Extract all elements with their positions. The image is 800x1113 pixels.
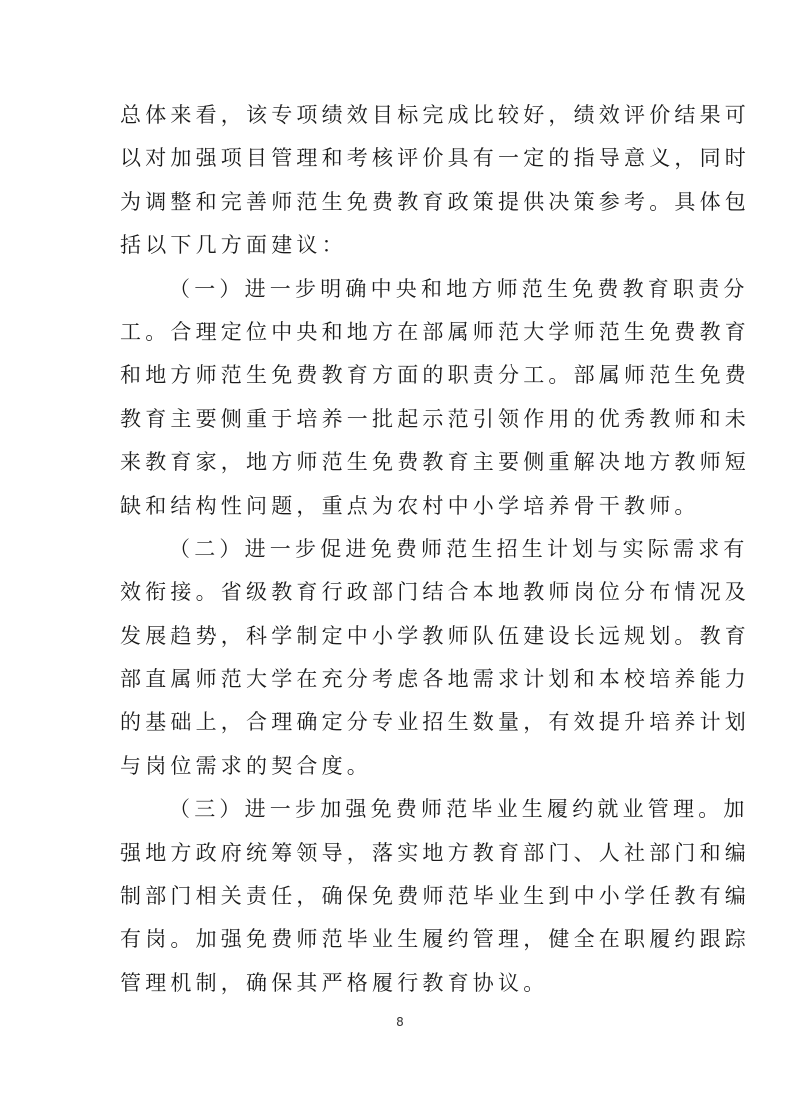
- text-line: 以对加强项目管理和考核评价具有一定的指导意义，同时: [120, 146, 750, 171]
- text-line: 发展趋势，科学制定中小学教师队伍建设长远规划。教育: [120, 623, 750, 648]
- text-line: 管理机制，确保其严格履行教育协议。: [120, 970, 549, 995]
- text-line: 来教育家，地方师范生免费教育主要侧重解决地方教师短: [120, 450, 750, 475]
- text-line: 效衔接。省级教育行政部门结合本地教师岗位分布情况及: [120, 580, 750, 605]
- section-heading-line: （三）进一步加强免费师范毕业生履约就业管理。加: [169, 797, 749, 822]
- text-line: 总体来看，该专项绩效目标完成比较好，绩效评价结果可: [120, 103, 750, 127]
- text-line: 缺和结构性问题，重点为农村中小学培养骨干教师。: [120, 493, 700, 518]
- text-line: 和地方师范生免费教育方面的职责分工。部属师范生免费: [120, 363, 750, 388]
- text-line: 工。合理定位中央和地方在部属师范大学师范生免费教育: [120, 319, 750, 344]
- section-heading-line: （一）进一步明确中央和地方师范生免费教育职责分: [169, 276, 749, 301]
- text-line: 部直属师范大学在充分考虑各地需求计划和本校培养能力: [120, 667, 750, 692]
- text-line: 与岗位需求的契合度。: [120, 753, 372, 778]
- text-line: 教育主要侧重于培养一批起示范引领作用的优秀教师和未: [120, 406, 750, 431]
- text-line: 制部门相关责任，确保免费师范毕业生到中小学任教有编: [120, 884, 750, 909]
- section-heading-line: （二）进一步促进免费师范生招生计划与实际需求有: [169, 536, 749, 561]
- text-line: 强地方政府统筹领导，落实地方教育部门、人社部门和编: [120, 840, 750, 865]
- page-number: 8: [396, 1015, 404, 1029]
- text-line: 括以下几方面建议：: [120, 233, 347, 258]
- document-body: [120, 94, 750, 1005]
- text-line: 为调整和完善师范生免费教育政策提供决策参考。具体包: [120, 189, 750, 214]
- text-line: 有岗。加强免费师范毕业生履约管理，健全在职履约跟踪: [120, 927, 750, 952]
- text-line: 的基础上，合理确定分专业招生数量，有效提升培养计划: [120, 710, 750, 735]
